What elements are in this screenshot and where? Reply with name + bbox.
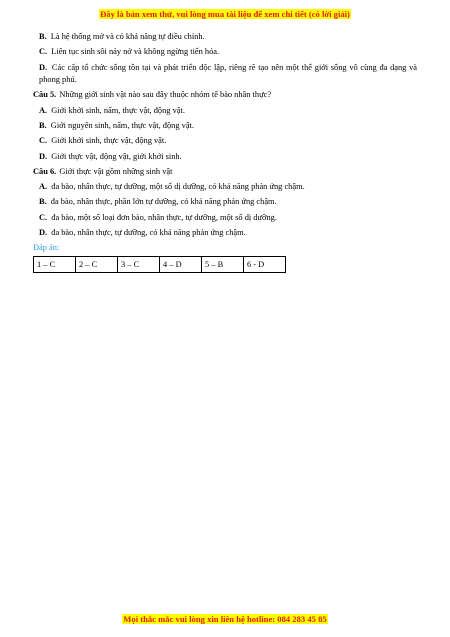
q5-option-c [33, 135, 417, 148]
answer-cell: 3 – C [118, 256, 160, 272]
option-text: Giới khởi sinh, nấm, thực vật, động vật. [51, 105, 185, 115]
option-letter: A. [39, 105, 48, 115]
question-5 [33, 89, 417, 102]
answer-cell: 6 - D [244, 256, 286, 272]
option-text: Liên tục sinh sôi nảy nở và không ngừng tiến hóa. [51, 47, 220, 57]
q5-option-b [33, 120, 417, 133]
option-text: Giới thực vật, động vật, giới khởi sinh. [51, 151, 182, 161]
option-letter: C. [39, 136, 48, 146]
q6-option-c [33, 212, 417, 225]
option-letter: C. [39, 47, 48, 57]
question-text: Những giới sinh vật nào sau đây thuộc nhóm tế bào nhân thực? [59, 90, 272, 100]
option-letter: A. [39, 182, 48, 192]
answer-key-label: Đáp án: [33, 243, 60, 253]
q5-option-a [33, 105, 417, 118]
option-text: Giới nguyên sinh, nấm, thực vật, động vật. [50, 120, 194, 130]
answer-cell: 1 – C [34, 256, 76, 272]
answer-key-row [34, 256, 286, 272]
answer-cell: 2 – C [76, 256, 118, 272]
option-d-carryover [33, 62, 417, 87]
question-label: Câu 6. [33, 166, 57, 176]
option-letter: B. [39, 197, 47, 207]
question-text: Giới thực vật gồm những sinh vật [59, 166, 173, 176]
q6-option-a [33, 181, 417, 194]
answer-cell: 5 – B [202, 256, 244, 272]
answer-key-table [33, 256, 286, 273]
option-letter: D. [39, 62, 48, 72]
option-letter: D. [39, 151, 48, 161]
option-text: Các cấp tổ chức sống tồn tại và phát triển độc lập, riêng rẽ tạo nên một thế giới sống vô cùng đa dạng và phong phú. [39, 62, 418, 85]
option-text: Giới khởi sinh, thực vật, động vật. [51, 136, 167, 146]
option-c-carryover [33, 46, 417, 59]
option-text: đa bào, nhân thực, phần lớn tự dưỡng, có khả năng phản ứng chậm. [50, 197, 277, 207]
preview-notice-text: Đây là bản xem thử, vui lòng mua tài liệu để xem chi tiết (có lời giải) [100, 9, 350, 19]
option-letter: C. [39, 212, 48, 222]
option-letter: B. [39, 32, 47, 41]
document-body [33, 31, 417, 273]
option-b-carryover [33, 31, 417, 44]
option-text: đa bào, nhân thực, tự dưỡng, một số dị dưỡng, có khả năng phản ứng chậm. [51, 182, 305, 192]
hotline-text: Mọi thắc mắc vui lòng xin liên hệ hotline: 084 283 45 85 [123, 614, 327, 624]
q5-option-d [33, 151, 417, 164]
preview-notice-banner [0, 9, 450, 20]
option-text: đa bào, nhân thực, tự dưỡng, có khả năng phản ứng chậm. [51, 228, 246, 238]
hotline-banner [0, 614, 450, 625]
option-letter: B. [39, 120, 47, 130]
q6-option-b [33, 196, 417, 209]
q6-option-d [33, 227, 417, 240]
question-6 [33, 166, 417, 179]
option-text: đa bào, một số loại đơn bào, nhân thực, tự dưỡng, một số dị dưỡng. [51, 212, 277, 222]
option-text: Là hệ thống mở và có khả năng tự điều chỉnh. [50, 32, 205, 41]
answer-cell: 4 – D [160, 256, 202, 272]
option-letter: D. [39, 228, 48, 238]
question-label: Câu 5. [33, 90, 57, 100]
